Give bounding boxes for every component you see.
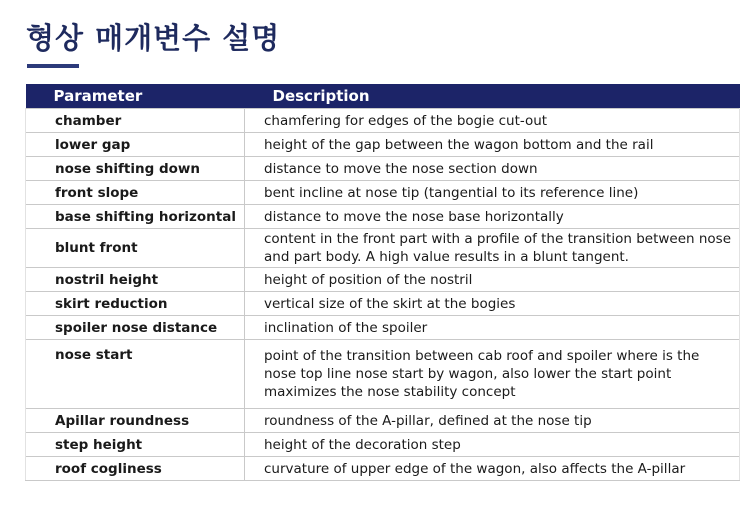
table-row <box>26 316 740 340</box>
description-cell: height of the decoration step <box>245 433 740 457</box>
table-row <box>26 205 740 229</box>
table-row <box>26 157 740 181</box>
description-cell: height of position of the nostril <box>245 268 740 292</box>
table-header-row <box>26 84 740 109</box>
parameter-cell: front slope <box>26 181 245 205</box>
table-row <box>26 409 740 433</box>
parameter-table <box>25 84 740 481</box>
parameter-cell: Apillar roundness <box>26 409 245 433</box>
parameter-cell: lower gap <box>26 133 245 157</box>
table-row <box>26 133 740 157</box>
description-cell: roundness of the A-pillar, defined at the nose tip <box>245 409 740 433</box>
parameter-cell: nose shifting down <box>26 157 245 181</box>
table-row <box>26 292 740 316</box>
description-cell: distance to move the nose section down <box>245 157 740 181</box>
table-row <box>26 268 740 292</box>
description-cell: curvature of upper edge of the wagon, also affects the A-pillar <box>245 457 740 481</box>
table-row <box>26 433 740 457</box>
parameter-cell: blunt front <box>26 229 245 268</box>
title-underline <box>27 64 79 68</box>
table-row <box>26 229 740 268</box>
parameter-cell: roof cogliness <box>26 457 245 481</box>
parameter-cell: nostril height <box>26 268 245 292</box>
parameter-cell: skirt reduction <box>26 292 245 316</box>
header-parameter: Parameter <box>26 84 245 109</box>
description-cell: bent incline at nose tip (tangential to its reference line) <box>245 181 740 205</box>
table-row <box>26 181 740 205</box>
parameter-cell: chamber <box>26 109 245 133</box>
parameter-cell: spoiler nose distance <box>26 316 245 340</box>
description-cell: distance to move the nose base horizontally <box>245 205 740 229</box>
header-description: Description <box>245 84 740 109</box>
table-row <box>26 109 740 133</box>
parameter-cell: nose start <box>26 340 245 409</box>
description-cell: point of the transition between cab roof and spoiler where is the nose top line nose start by wagon, also lower the start point maximizes the nose stability concept <box>245 340 740 409</box>
description-cell: height of the gap between the wagon bottom and the rail <box>245 133 740 157</box>
description-cell: chamfering for edges of the bogie cut-out <box>245 109 740 133</box>
description-cell: content in the front part with a profile of the transition between nose and part body. A high value results in a blunt tangent. <box>245 229 740 268</box>
parameter-cell: base shifting horizontal <box>26 205 245 229</box>
parameter-cell: step height <box>26 433 245 457</box>
page-title: 형상 매개변수 설명 <box>26 21 281 55</box>
table-row <box>26 457 740 481</box>
table-row <box>26 340 740 409</box>
description-cell: vertical size of the skirt at the bogies <box>245 292 740 316</box>
description-cell: inclination of the spoiler <box>245 316 740 340</box>
